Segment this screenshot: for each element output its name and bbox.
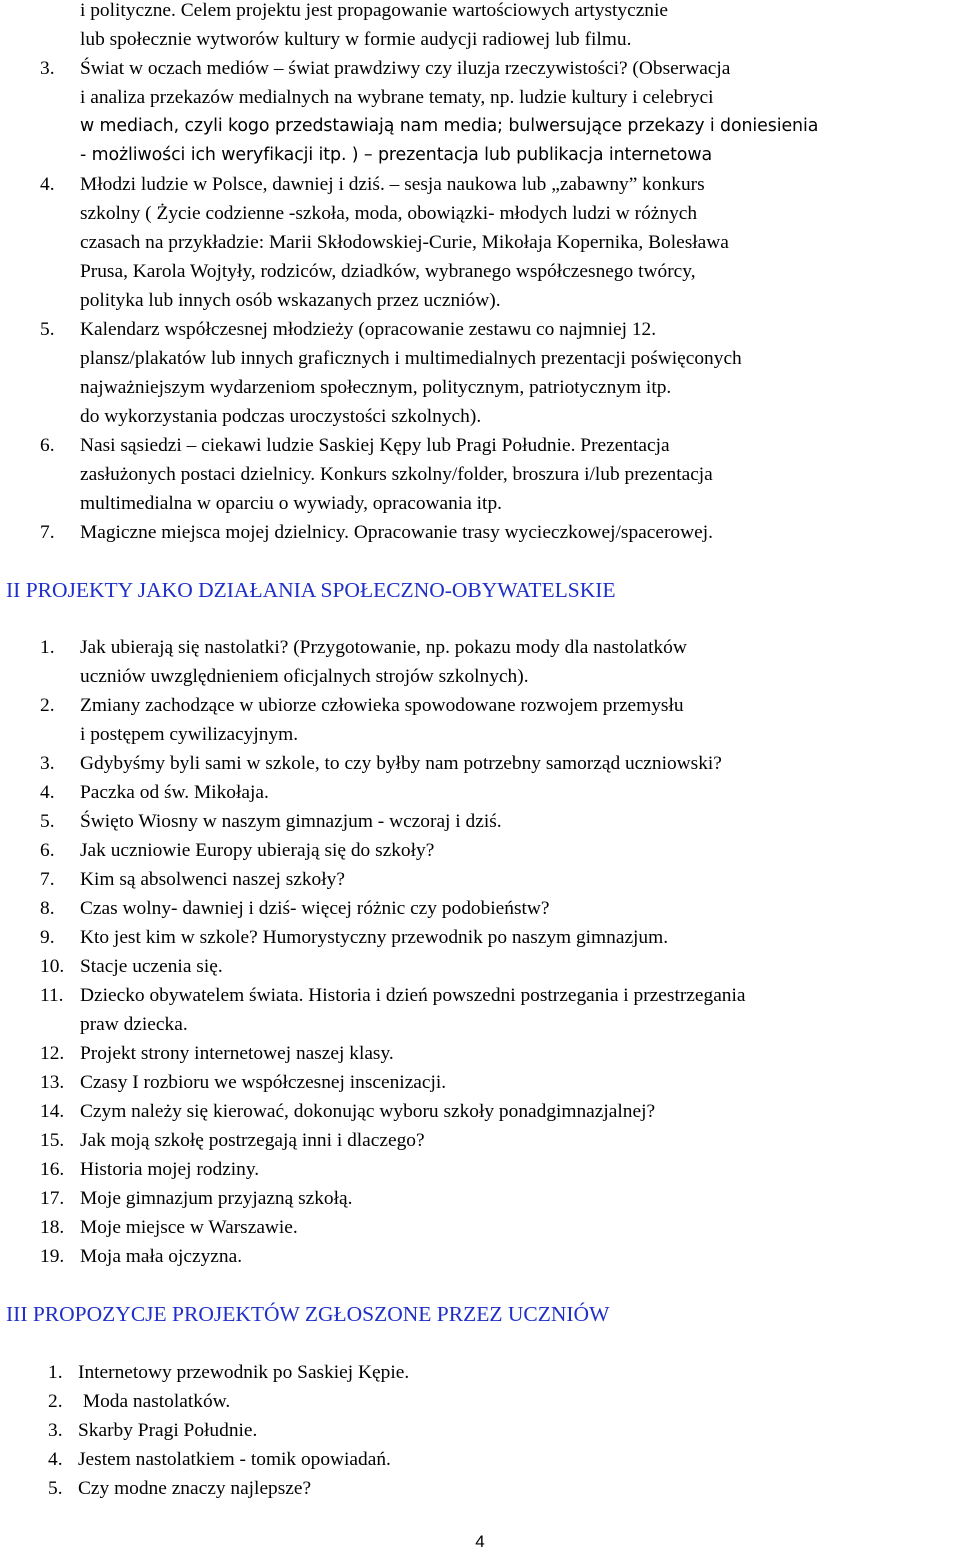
list-item [40,1242,954,1271]
item-number: 11. [40,985,64,1006]
text-line: Jak uczniowie Europy ubierają się do szkoły? [80,840,435,861]
text-line: Czas wolny- dawniej i dziś- więcej różnic czy podobieństw? [80,898,550,919]
text-line: Historia mojej rodziny. [80,1159,260,1180]
list-item [40,1358,954,1387]
item-number: 4. [40,174,55,195]
text-line: Stacje uczenia się. [80,956,223,977]
item-number: 1. [48,1362,63,1383]
list-item [40,54,954,170]
item-number: 8. [40,898,55,919]
text-line: Zmiany zachodzące w ubiorze człowieka spowodowane rozwojem przemysłu [80,695,684,716]
list-item [40,1126,954,1155]
item-number: 3. [40,753,55,774]
item-number: 4. [40,782,55,803]
text-line: w mediach, czyli kogo przedstawiają nam media; bulwersujące przekazy i doniesienia [80,116,819,136]
item-number: 9. [40,927,55,948]
page-number: 4 [475,1532,485,1551]
text-line: Dziecko obywatelem świata. Historia i dzień powszedni postrzegania i przestrzegania [80,985,746,1006]
text-line: Jak ubierają się nastolatki? (Przygotowanie, np. pokazu mody dla nastolatków [80,637,687,658]
text-line: Nasi sąsiedzi – ciekawi ludzie Saskiej Kępy lub Pragi Południe. Prezentacja [80,435,670,456]
item-number: 16. [40,1159,65,1180]
item-number: 3. [48,1420,63,1441]
text-line: Moda nastolatków. [78,1391,231,1412]
list-item [40,170,954,315]
list-item [40,836,954,865]
list-item [40,1039,954,1068]
item-number: 2. [48,1391,63,1412]
list-item [40,1184,954,1213]
list-item [40,894,954,923]
text-line: Projekt strony internetowej naszej klasy. [80,1043,394,1064]
list-item [40,431,954,518]
text-line: i postępem cywilizacyjnym. [80,724,299,745]
text-line: i analiza przekazów medialnych na wybrane tematy, np. ludzie kultury i celebryci [80,87,714,108]
item-number: 5. [48,1478,63,1499]
text-line: Internetowy przewodnik po Saskiej Kępie. [78,1362,410,1383]
text-line: do wykorzystania podczas uroczystości szkolnych). [80,406,482,427]
text-line: i polityczne. Celem projektu jest propagowanie wartościowych artystycznie [80,0,668,21]
text-line: Gdybyśmy byli sami w szkole, to czy byłby nam potrzebny samorząd uczniowski? [80,753,722,774]
item-number: 13. [40,1072,65,1093]
text-line: uczniów uwzględnieniem oficjalnych strojów szkolnych). [80,666,529,687]
text-line: Kim są absolwenci naszej szkoły? [80,869,345,890]
text-line: najważniejszym wydarzeniom społecznym, politycznym, patriotycznym itp. [80,377,672,398]
text-line: Czy modne znaczy najlepsze? [78,1478,312,1499]
text-line: lub społecznie wytworów kultury w formie audycji radiowej lub filmu. [80,29,632,50]
list-item [40,1068,954,1097]
item-number: 18. [40,1217,65,1238]
text-line: Jestem nastolatkiem - tomik opowiadań. [78,1449,391,1470]
text-line: szkolny ( Życie codzienne -szkoła, moda, obowiązki- młodych ludzi w różnych [80,203,698,224]
list-item [40,1416,954,1445]
item-number: 7. [40,522,55,543]
text-line: - możliwości ich weryfikacji itp. ) – prezentacja lub publikacja internetowa [80,145,713,165]
text-line: Kto jest kim w szkole? Humorystyczny przewodnik po naszym gimnazjum. [80,927,669,948]
list-item [40,633,954,691]
item-number: 2. [40,695,55,716]
list-item [40,749,954,778]
item-number: 7. [40,869,55,890]
text-line: zasłużonych postaci dzielnicy. Konkurs szkolny/folder, broszura i/lub prezentacja [80,464,713,485]
intro-paragraph [80,0,954,54]
section-heading: II PROJEKTY JAKO DZIAŁANIA SPOŁECZNO-OBYWATELSKIE [6,578,616,602]
item-number: 5. [40,319,55,340]
list-item [40,1155,954,1184]
item-number: 5. [40,811,55,832]
text-line: Prusa, Karola Wojtyły, rodziców, dziadków, wybranego współczesnego twórcy, [80,261,696,282]
text-line: Moja mała ojczyzna. [80,1246,243,1267]
item-number: 15. [40,1130,65,1151]
item-number: 1. [40,637,55,658]
list-item [40,952,954,981]
item-number: 6. [40,840,55,861]
text-line: multimedialna w oparciu o wywiady, opracowania itp. [80,493,502,514]
text-line: Czasy I rozbioru we współczesnej inscenizacji. [80,1072,447,1093]
text-line: Magiczne miejsca mojej dzielnicy. Opracowanie trasy wycieczkowej/spacerowej. [80,522,713,543]
section-heading: III PROPOZYCJE PROJEKTÓW ZGŁOSZONE PRZEZ UCZNIÓW [6,1302,610,1326]
text-line: plansz/plakatów lub innych graficznych i multimedialnych prezentacji poświęconych [80,348,742,369]
text-line: Kalendarz współczesnej młodzieży (opracowanie zestawu co najmniej 12. [80,319,657,340]
list-item [40,691,954,749]
text-line: Skarby Pragi Południe. [78,1420,258,1441]
item-number: 19. [40,1246,65,1267]
list-item [40,1474,954,1503]
text-line: czasach na przykładzie: Marii Skłodowskiej-Curie, Mikołaja Kopernika, Bolesława [80,232,729,253]
text-line: Moje gimnazjum przyjazną szkołą. [80,1188,353,1209]
list-item [40,1213,954,1242]
text-line: Czym należy się kierować, dokonując wyboru szkoły ponadgimnazjalnej? [80,1101,656,1122]
list-item [40,778,954,807]
list-item [40,1387,954,1416]
list-item [40,1097,954,1126]
text-line: Młodzi ludzie w Polsce, dawniej i dziś. – sesja naukowa lub „zabawny” konkurs [80,174,705,195]
item-number: 17. [40,1188,65,1209]
text-line: Święto Wiosny w naszym gimnazjum - wczoraj i dziś. [80,811,502,832]
list-item [40,1445,954,1474]
text-line: Paczka od św. Mikołaja. [80,782,269,803]
item-number: 4. [48,1449,63,1470]
list-item [40,865,954,894]
list-item [40,518,954,547]
list-item [40,923,954,952]
text-line: Świat w oczach mediów – świat prawdziwy czy iluzja rzeczywistości? (Obserwacja [80,58,731,79]
item-number: 10. [40,956,65,977]
text-line: Jak moją szkołę postrzegają inni i dlaczego? [80,1130,425,1151]
list-item [40,807,954,836]
list-item [40,981,954,1039]
item-number: 12. [40,1043,65,1064]
text-line: Moje miejsce w Warszawie. [80,1217,298,1238]
list-item [40,315,954,431]
item-number: 3. [40,58,55,79]
item-number: 6. [40,435,55,456]
item-number: 14. [40,1101,65,1122]
text-line: praw dziecka. [80,1014,188,1035]
text-line: polityka lub innych osób wskazanych przez uczniów). [80,290,501,311]
